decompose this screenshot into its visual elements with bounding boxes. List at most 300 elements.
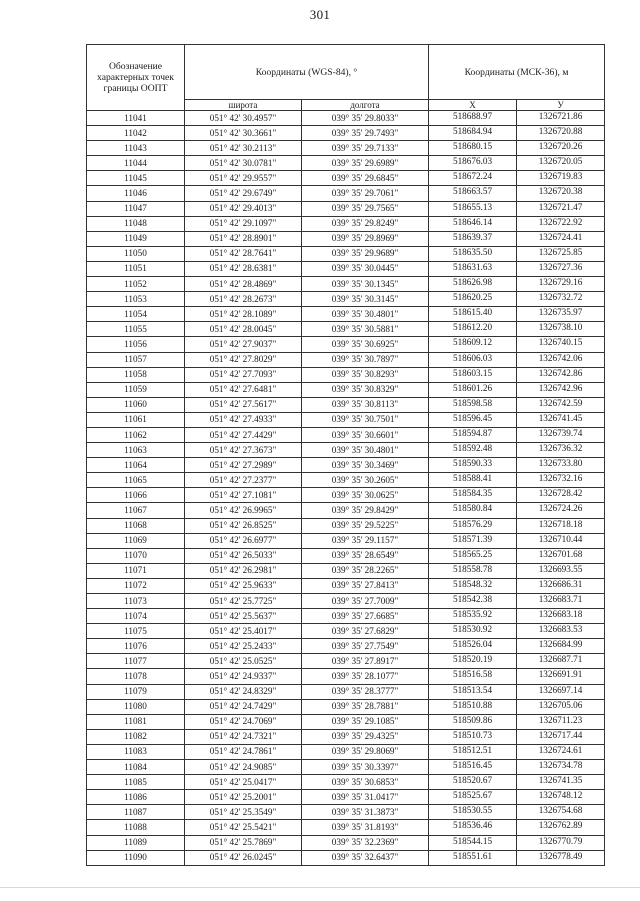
y-cell: 1326701.68 [517,548,605,563]
point-id-cell: 11043 [87,141,185,156]
y-cell: 1326691.91 [517,669,605,684]
point-id-cell: 11082 [87,729,185,744]
x-cell: 518626.98 [429,277,517,292]
longitude-cell: 039° 35' 30.3397" [302,760,429,775]
y-cell: 1326724.61 [517,744,605,759]
longitude-cell: 039° 35' 29.6845" [302,171,429,186]
y-cell: 1326683.18 [517,609,605,624]
longitude-cell: 039° 35' 29.8429" [302,503,429,518]
longitude-cell: 039° 35' 30.4801" [302,307,429,322]
y-cell: 1326710.44 [517,533,605,548]
point-id-cell: 11056 [87,337,185,352]
table-row [87,111,605,126]
latitude-cell: 051° 42' 25.0417" [185,775,302,790]
longitude-cell: 039° 35' 30.6601" [302,427,429,442]
x-cell: 518606.03 [429,352,517,367]
table-row [87,624,605,639]
longitude-cell: 039° 35' 28.6549" [302,548,429,563]
point-id-cell: 11089 [87,835,185,850]
y-cell: 1326762.89 [517,820,605,835]
x-cell: 518520.67 [429,775,517,790]
table-row [87,261,605,276]
latitude-cell: 051° 42' 26.2981" [185,563,302,578]
table-row [87,397,605,412]
latitude-header: широта [185,100,302,111]
table-row [87,699,605,714]
point-id-cell: 11069 [87,533,185,548]
longitude-cell: 039° 35' 29.1085" [302,714,429,729]
x-cell: 518530.92 [429,624,517,639]
longitude-cell: 039° 35' 30.8113" [302,397,429,412]
x-cell: 518655.13 [429,201,517,216]
table-row [87,367,605,382]
point-designation-header: Обозначение характерных точек границы ООПТ [87,45,185,111]
longitude-cell: 039° 35' 27.7009" [302,594,429,609]
point-id-cell: 11063 [87,443,185,458]
latitude-cell: 051° 42' 25.5637" [185,609,302,624]
table-row [87,201,605,216]
point-id-cell: 11047 [87,201,185,216]
table-row [87,639,605,654]
longitude-cell: 039° 35' 29.7061" [302,186,429,201]
x-cell: 518512.51 [429,744,517,759]
x-cell: 518520.19 [429,654,517,669]
latitude-cell: 051° 42' 25.5421" [185,820,302,835]
y-cell: 1326748.12 [517,790,605,805]
y-cell: 1326742.06 [517,352,605,367]
y-cell: 1326778.49 [517,850,605,865]
table-row [87,171,605,186]
latitude-cell: 051° 42' 29.1097" [185,216,302,231]
point-id-cell: 11085 [87,775,185,790]
latitude-cell: 051° 42' 27.5617" [185,397,302,412]
latitude-cell: 051° 42' 26.0245" [185,850,302,865]
x-cell: 518594.87 [429,427,517,442]
x-cell: 518526.04 [429,639,517,654]
point-id-cell: 11062 [87,427,185,442]
x-cell: 518535.92 [429,609,517,624]
y-cell: 1326728.42 [517,488,605,503]
y-cell: 1326720.38 [517,186,605,201]
longitude-cell: 039° 35' 29.7565" [302,201,429,216]
x-cell: 518558.78 [429,563,517,578]
longitude-cell: 039° 35' 31.3873" [302,805,429,820]
y-cell: 1326720.26 [517,141,605,156]
point-id-cell: 11045 [87,171,185,186]
latitude-cell: 051° 42' 25.7725" [185,594,302,609]
table-row [87,352,605,367]
y-cell: 1326721.86 [517,111,605,126]
longitude-cell: 039° 35' 30.5881" [302,322,429,337]
longitude-cell: 039° 35' 30.0445" [302,261,429,276]
latitude-cell: 051° 42' 26.8525" [185,518,302,533]
x-cell: 518672.24 [429,171,517,186]
y-cell: 1326683.71 [517,594,605,609]
point-id-cell: 11071 [87,563,185,578]
latitude-cell: 051° 42' 27.1081" [185,488,302,503]
latitude-cell: 051° 42' 28.4869" [185,277,302,292]
y-cell: 1326742.86 [517,367,605,382]
longitude-cell: 039° 35' 30.8293" [302,367,429,382]
point-id-cell: 11059 [87,382,185,397]
longitude-cell: 039° 35' 29.7493" [302,126,429,141]
y-cell: 1326724.26 [517,503,605,518]
latitude-cell: 051° 42' 27.3673" [185,443,302,458]
x-cell: 518536.46 [429,820,517,835]
point-id-cell: 11046 [87,186,185,201]
y-cell: 1326735.97 [517,307,605,322]
latitude-cell: 051° 42' 30.3661" [185,126,302,141]
x-cell: 518516.45 [429,760,517,775]
latitude-cell: 051° 42' 25.4017" [185,624,302,639]
latitude-cell: 051° 42' 24.8329" [185,684,302,699]
latitude-cell: 051° 42' 25.7869" [185,835,302,850]
y-cell: 1326741.35 [517,775,605,790]
msk36-header: Координаты (МСК-36), м [429,45,605,100]
latitude-cell: 051° 42' 27.2377" [185,473,302,488]
longitude-cell: 039° 35' 27.8413" [302,578,429,593]
longitude-header: долгота [302,100,429,111]
latitude-cell: 051° 42' 28.8901" [185,231,302,246]
x-cell: 518612.20 [429,322,517,337]
point-id-cell: 11083 [87,744,185,759]
table-row [87,760,605,775]
longitude-cell: 039° 35' 27.6685" [302,609,429,624]
x-cell: 518590.33 [429,458,517,473]
point-id-cell: 11087 [87,805,185,820]
bottom-scan-line [0,887,640,888]
table-row [87,744,605,759]
y-cell: 1326711.23 [517,714,605,729]
y-cell: 1326729.16 [517,277,605,292]
longitude-cell: 039° 35' 30.2605" [302,473,429,488]
x-cell: 518663.57 [429,186,517,201]
latitude-cell: 051° 42' 29.4013" [185,201,302,216]
latitude-cell: 051° 42' 30.0781" [185,156,302,171]
table-row [87,126,605,141]
latitude-cell: 051° 42' 28.2673" [185,292,302,307]
y-cell: 1326741.45 [517,412,605,427]
coordinates-table [86,44,605,866]
longitude-cell: 039° 35' 30.6853" [302,775,429,790]
y-cell: 1326705.06 [517,699,605,714]
y-cell: 1326717.44 [517,729,605,744]
y-cell: 1326727.36 [517,261,605,276]
point-id-cell: 11042 [87,126,185,141]
longitude-cell: 039° 35' 27.7549" [302,639,429,654]
latitude-cell: 051° 42' 27.4429" [185,427,302,442]
table-row [87,850,605,865]
y-cell: 1326697.14 [517,684,605,699]
y-cell: 1326683.53 [517,624,605,639]
y-header: У [517,100,605,111]
x-cell: 518592.48 [429,443,517,458]
latitude-cell: 051° 42' 27.8029" [185,352,302,367]
point-id-cell: 11070 [87,548,185,563]
point-id-cell: 11067 [87,503,185,518]
point-id-cell: 11066 [87,488,185,503]
table-row [87,578,605,593]
point-id-cell: 11049 [87,231,185,246]
longitude-cell: 039° 35' 30.7501" [302,412,429,427]
table-row [87,458,605,473]
table-row [87,382,605,397]
x-cell: 518544.15 [429,835,517,850]
point-id-cell: 11076 [87,639,185,654]
latitude-cell: 051° 42' 26.5033" [185,548,302,563]
table-row [87,820,605,835]
point-id-cell: 11078 [87,669,185,684]
y-cell: 1326684.99 [517,639,605,654]
x-cell: 518688.97 [429,111,517,126]
longitude-cell: 039° 35' 29.4325" [302,729,429,744]
latitude-cell: 051° 42' 24.9085" [185,760,302,775]
y-cell: 1326719.83 [517,171,605,186]
point-id-cell: 11057 [87,352,185,367]
longitude-cell: 039° 35' 32.6437" [302,850,429,865]
x-cell: 518548.32 [429,578,517,593]
y-cell: 1326738.10 [517,322,605,337]
point-id-cell: 11074 [87,609,185,624]
y-cell: 1326732.72 [517,292,605,307]
table-row [87,503,605,518]
y-cell: 1326721.47 [517,201,605,216]
y-cell: 1326742.96 [517,382,605,397]
table-row [87,518,605,533]
latitude-cell: 051° 42' 24.9337" [185,669,302,684]
point-id-cell: 11072 [87,578,185,593]
table-row [87,835,605,850]
longitude-cell: 039° 35' 30.3469" [302,458,429,473]
x-cell: 518576.29 [429,518,517,533]
longitude-cell: 039° 35' 30.1345" [302,277,429,292]
latitude-cell: 051° 42' 24.7069" [185,714,302,729]
table-row [87,216,605,231]
point-id-cell: 11068 [87,518,185,533]
x-cell: 518615.40 [429,307,517,322]
x-cell: 518684.94 [429,126,517,141]
point-id-cell: 11073 [87,594,185,609]
table-row [87,563,605,578]
x-cell: 518676.03 [429,156,517,171]
latitude-cell: 051° 42' 24.7861" [185,744,302,759]
y-cell: 1326722.92 [517,216,605,231]
point-id-cell: 11041 [87,111,185,126]
latitude-cell: 051° 42' 30.2113" [185,141,302,156]
longitude-cell: 039° 35' 29.5225" [302,518,429,533]
point-id-cell: 11086 [87,790,185,805]
latitude-cell: 051° 42' 27.4933" [185,412,302,427]
longitude-cell: 039° 35' 29.1157" [302,533,429,548]
latitude-cell: 051° 42' 28.7641" [185,246,302,261]
x-cell: 518513.54 [429,684,517,699]
longitude-cell: 039° 35' 30.0625" [302,488,429,503]
table-body [87,111,605,866]
point-id-cell: 11058 [87,367,185,382]
latitude-cell: 051° 42' 27.2989" [185,458,302,473]
latitude-cell: 051° 42' 27.6481" [185,382,302,397]
longitude-cell: 039° 35' 31.0417" [302,790,429,805]
table-row [87,714,605,729]
y-cell: 1326742.59 [517,397,605,412]
table-row [87,443,605,458]
longitude-cell: 039° 35' 30.4801" [302,443,429,458]
latitude-cell: 051° 42' 25.3549" [185,805,302,820]
x-cell: 518646.14 [429,216,517,231]
x-cell: 518584.35 [429,488,517,503]
y-cell: 1326686.31 [517,578,605,593]
point-id-cell: 11052 [87,277,185,292]
latitude-cell: 051° 42' 26.6977" [185,533,302,548]
x-cell: 518525.67 [429,790,517,805]
point-id-cell: 11054 [87,307,185,322]
table-row [87,307,605,322]
latitude-cell: 051° 42' 25.9633" [185,578,302,593]
table-row [87,533,605,548]
longitude-cell: 039° 35' 29.8249" [302,216,429,231]
point-id-cell: 11081 [87,714,185,729]
longitude-cell: 039° 35' 30.8329" [302,382,429,397]
x-cell: 518571.39 [429,533,517,548]
point-id-cell: 11084 [87,760,185,775]
longitude-cell: 039° 35' 29.8033" [302,111,429,126]
point-id-cell: 11088 [87,820,185,835]
latitude-cell: 051° 42' 27.7093" [185,367,302,382]
longitude-cell: 039° 35' 28.7881" [302,699,429,714]
y-cell: 1326718.18 [517,518,605,533]
x-cell: 518609.12 [429,337,517,352]
table-row [87,412,605,427]
x-header: X [429,100,517,111]
table-row [87,488,605,503]
table-row [87,277,605,292]
y-cell: 1326740.15 [517,337,605,352]
table-row [87,548,605,563]
point-id-cell: 11051 [87,261,185,276]
longitude-cell: 039° 35' 29.8969" [302,231,429,246]
table-row [87,729,605,744]
point-id-cell: 11044 [87,156,185,171]
table-row [87,141,605,156]
longitude-cell: 039° 35' 32.2369" [302,835,429,850]
x-cell: 518509.86 [429,714,517,729]
latitude-cell: 051° 42' 24.7429" [185,699,302,714]
x-cell: 518542.38 [429,594,517,609]
x-cell: 518598.58 [429,397,517,412]
x-cell: 518551.61 [429,850,517,865]
table-row [87,231,605,246]
point-id-cell: 11061 [87,412,185,427]
latitude-cell: 051° 42' 25.0525" [185,654,302,669]
latitude-cell: 051° 42' 27.9037" [185,337,302,352]
x-cell: 518510.88 [429,699,517,714]
latitude-cell: 051° 42' 25.2433" [185,639,302,654]
x-cell: 518601.26 [429,382,517,397]
x-cell: 518588.41 [429,473,517,488]
y-cell: 1326693.55 [517,563,605,578]
table-row [87,790,605,805]
longitude-cell: 039° 35' 27.8917" [302,654,429,669]
point-id-cell: 11075 [87,624,185,639]
table-row [87,292,605,307]
x-cell: 518580.84 [429,503,517,518]
wgs84-header: Координаты (WGS-84), ° [185,45,429,100]
table-row [87,775,605,790]
x-cell: 518510.73 [429,729,517,744]
longitude-cell: 039° 35' 29.7133" [302,141,429,156]
longitude-cell: 039° 35' 30.3145" [302,292,429,307]
longitude-cell: 039° 35' 31.8193" [302,820,429,835]
latitude-cell: 051° 42' 30.4957" [185,111,302,126]
longitude-cell: 039° 35' 28.1077" [302,669,429,684]
latitude-cell: 051° 42' 24.7321" [185,729,302,744]
table-row [87,805,605,820]
table-row [87,594,605,609]
longitude-cell: 039° 35' 28.3777" [302,684,429,699]
page-number: 301 [309,7,331,22]
table-row [87,654,605,669]
table-row [87,322,605,337]
latitude-cell: 051° 42' 29.6749" [185,186,302,201]
point-id-cell: 11077 [87,654,185,669]
table-row [87,669,605,684]
longitude-cell: 039° 35' 29.6989" [302,156,429,171]
y-cell: 1326724.41 [517,231,605,246]
longitude-cell: 039° 35' 29.9689" [302,246,429,261]
table-row [87,427,605,442]
point-id-cell: 11080 [87,699,185,714]
x-cell: 518620.25 [429,292,517,307]
y-cell: 1326733.80 [517,458,605,473]
point-id-cell: 11090 [87,850,185,865]
table-header [87,45,605,111]
table-row [87,186,605,201]
latitude-cell: 051° 42' 28.1089" [185,307,302,322]
x-cell: 518596.45 [429,412,517,427]
latitude-cell: 051° 42' 28.0045" [185,322,302,337]
x-cell: 518516.58 [429,669,517,684]
x-cell: 518565.25 [429,548,517,563]
longitude-cell: 039° 35' 29.8069" [302,744,429,759]
table-row [87,246,605,261]
longitude-cell: 039° 35' 27.6829" [302,624,429,639]
table-row [87,156,605,171]
y-cell: 1326732.16 [517,473,605,488]
y-cell: 1326720.05 [517,156,605,171]
table-row [87,609,605,624]
x-cell: 518530.55 [429,805,517,820]
longitude-cell: 039° 35' 30.6925" [302,337,429,352]
y-cell: 1326739.74 [517,427,605,442]
latitude-cell: 051° 42' 26.9965" [185,503,302,518]
y-cell: 1326725.85 [517,246,605,261]
table-row [87,684,605,699]
latitude-cell: 051° 42' 28.6381" [185,261,302,276]
y-cell: 1326720.88 [517,126,605,141]
point-id-cell: 11053 [87,292,185,307]
x-cell: 518631.63 [429,261,517,276]
x-cell: 518603.15 [429,367,517,382]
table-row [87,473,605,488]
point-id-cell: 11055 [87,322,185,337]
longitude-cell: 039° 35' 28.2265" [302,563,429,578]
latitude-cell: 051° 42' 29.9557" [185,171,302,186]
x-cell: 518635.50 [429,246,517,261]
point-id-cell: 11064 [87,458,185,473]
table-row [87,337,605,352]
point-id-cell: 11048 [87,216,185,231]
point-id-cell: 11050 [87,246,185,261]
